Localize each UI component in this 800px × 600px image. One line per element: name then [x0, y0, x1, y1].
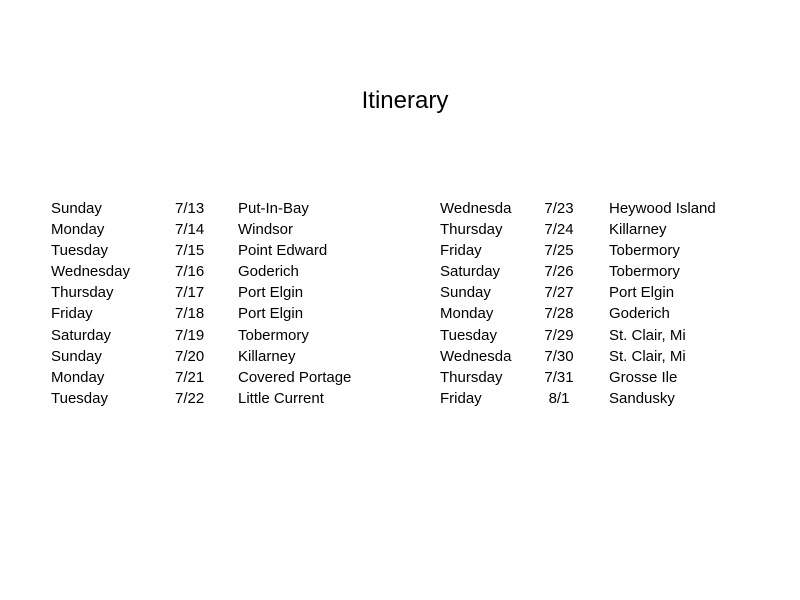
date-cell: 7/15 [175, 242, 205, 260]
itinerary-table-left [51, 199, 391, 411]
date-cell: 7/25 [544, 242, 574, 260]
itinerary-row [51, 283, 391, 304]
date-cell: 7/29 [544, 326, 574, 344]
date-cell: 7/27 [544, 284, 574, 302]
date-cell: 7/31 [544, 368, 574, 386]
place-cell: Windsor [238, 221, 294, 239]
place-cell: St. Clair, Mi [609, 347, 686, 365]
day-cell: Tuesday [440, 326, 497, 344]
itinerary-row [51, 241, 391, 262]
place-cell: Heywood Island [609, 200, 716, 217]
itinerary-table-right [440, 199, 760, 411]
itinerary-row [440, 220, 760, 241]
itinerary-row [51, 262, 391, 283]
date-cell: 7/17 [175, 284, 205, 302]
date-cell: 7/24 [544, 221, 574, 239]
date-cell: 7/16 [175, 263, 205, 281]
itinerary-row [440, 347, 760, 368]
itinerary-row [440, 241, 760, 262]
itinerary-row [51, 326, 391, 347]
place-cell: Grosse Ile [609, 368, 678, 386]
itinerary-row [440, 199, 760, 220]
page-title: Itinerary [361, 87, 449, 114]
day-cell: Monday [440, 305, 494, 323]
place-cell: Goderich [609, 305, 670, 323]
place-cell: Covered Portage [238, 368, 352, 386]
date-cell: 7/26 [544, 263, 574, 281]
place-cell: Port Elgin [609, 284, 675, 302]
place-cell: Port Elgin [238, 305, 304, 323]
place-cell: Goderich [238, 263, 299, 281]
date-cell: 7/14 [175, 221, 205, 239]
day-cell: Thursday [440, 221, 503, 239]
itinerary-row [440, 283, 760, 304]
place-cell: Port Elgin [238, 284, 304, 302]
place-cell: Killarney [238, 347, 296, 365]
day-cell: Monday [51, 221, 105, 239]
date-cell: 8/1 [548, 389, 570, 407]
date-cell: 7/30 [544, 347, 574, 365]
day-cell: Saturday [440, 263, 501, 281]
day-cell: Tuesday [51, 242, 108, 260]
itinerary-row [440, 389, 760, 410]
date-cell: 7/18 [175, 305, 205, 323]
itinerary-row [440, 368, 760, 389]
day-cell: Thursday [51, 284, 114, 302]
itinerary-row [51, 220, 391, 241]
day-cell: Saturday [51, 326, 112, 344]
date-cell: 7/20 [175, 347, 205, 365]
day-cell: Friday [51, 305, 93, 323]
itinerary-row [440, 262, 760, 283]
place-cell: Tobermory [609, 242, 680, 260]
place-cell: St. Clair, Mi [609, 326, 686, 344]
day-cell: Tuesday [51, 389, 108, 407]
day-cell: Wednesda [440, 200, 512, 217]
date-cell: 7/22 [175, 389, 205, 407]
itinerary-row [51, 389, 391, 410]
itinerary-row [440, 326, 760, 347]
day-cell: Wednesday [51, 263, 130, 281]
place-cell: Little Current [238, 389, 324, 407]
date-cell: 7/28 [544, 305, 574, 323]
date-cell: 7/13 [175, 200, 205, 217]
itinerary-row [440, 304, 760, 325]
day-cell: Sunday [440, 284, 491, 302]
place-cell: Sandusky [609, 389, 675, 407]
place-cell: Put-In-Bay [238, 200, 309, 217]
day-cell: Monday [51, 368, 105, 386]
date-cell: 7/21 [175, 368, 205, 386]
day-cell: Sunday [51, 200, 102, 217]
day-cell: Friday [440, 242, 482, 260]
itinerary-row [51, 304, 391, 325]
itinerary-row [51, 199, 391, 220]
itinerary-row [51, 347, 391, 368]
day-cell: Thursday [440, 368, 503, 386]
place-cell: Tobermory [238, 326, 309, 344]
itinerary-row [51, 368, 391, 389]
day-cell: Friday [440, 389, 482, 407]
date-cell: 7/23 [544, 200, 574, 217]
place-cell: Point Edward [238, 242, 328, 260]
place-cell: Killarney [609, 221, 667, 239]
date-cell: 7/19 [175, 326, 205, 344]
place-cell: Tobermory [609, 263, 680, 281]
day-cell: Sunday [51, 347, 102, 365]
day-cell: Wednesda [440, 347, 512, 365]
